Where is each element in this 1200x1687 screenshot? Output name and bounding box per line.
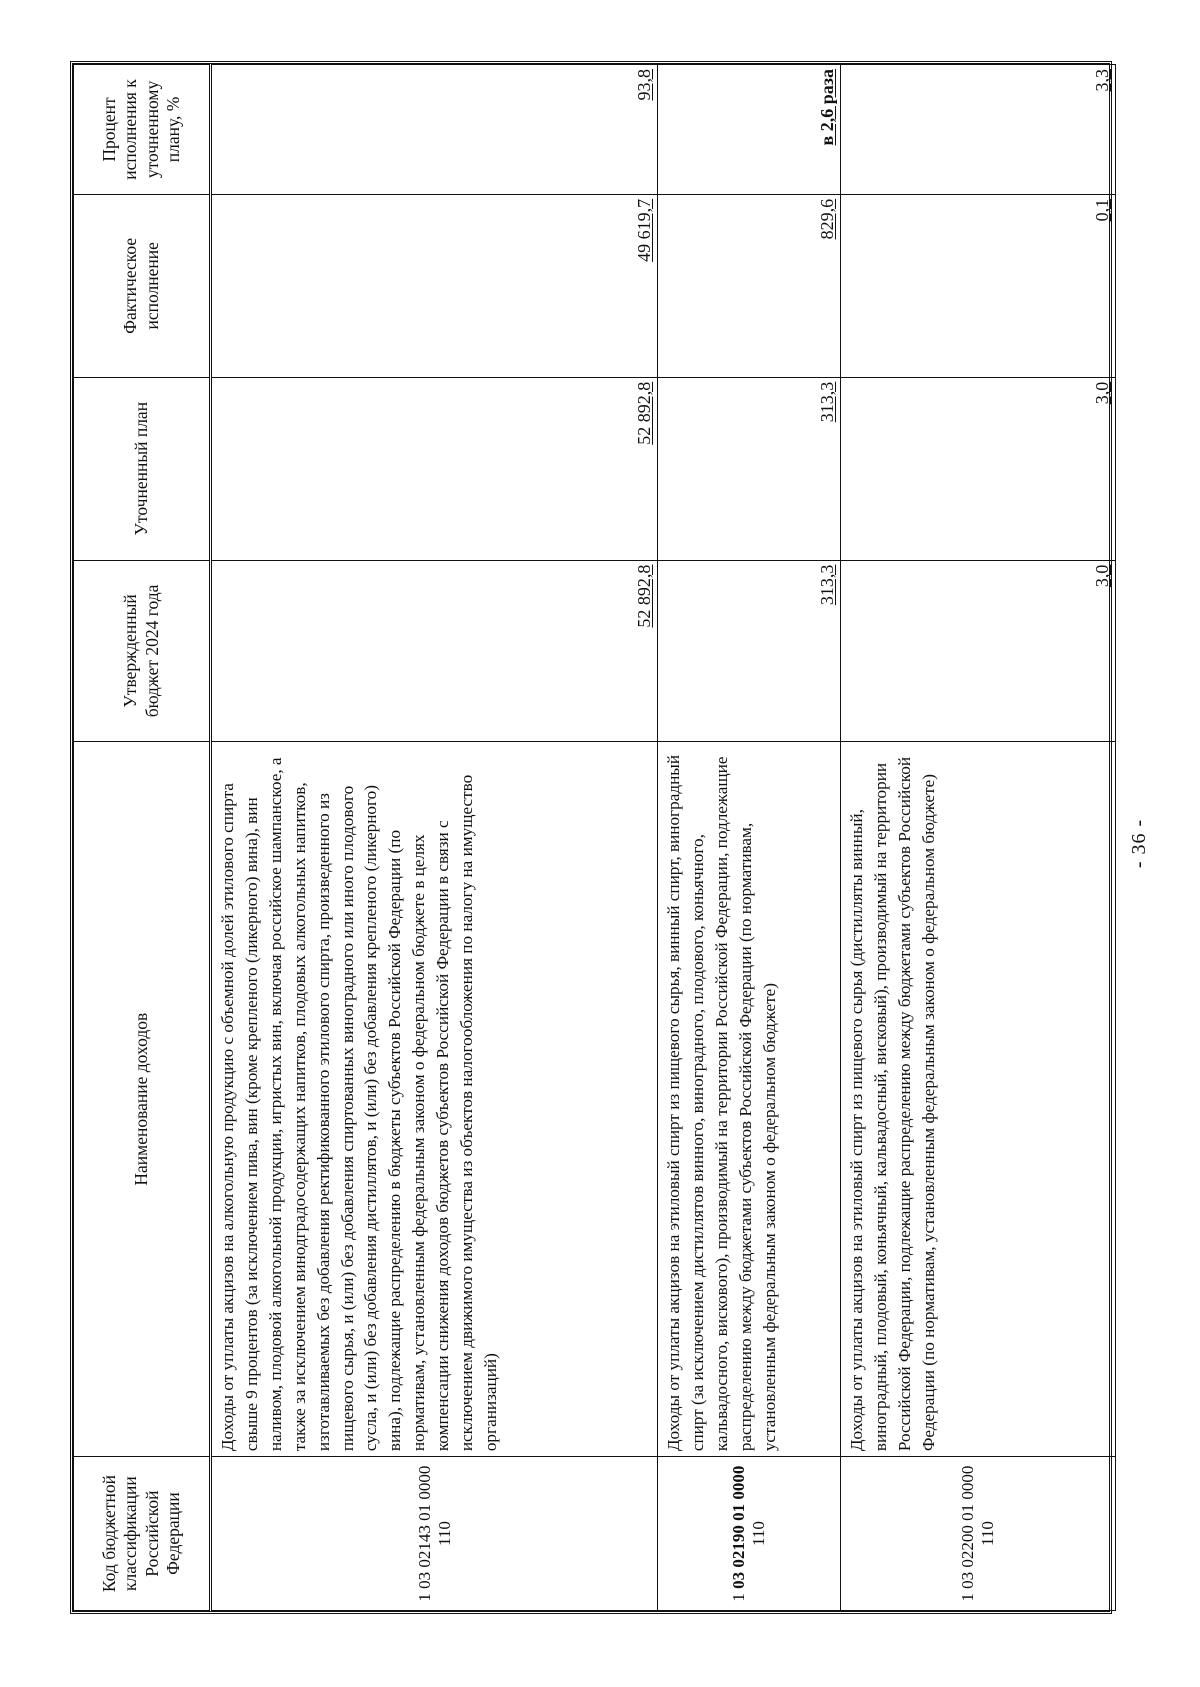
header-code: Код бюджетной классификации Российской Федерации: [74, 1457, 211, 1611]
revised-plan-value: 313,3: [817, 381, 837, 423]
actual-execution-value: 49 619,7: [634, 198, 654, 262]
execution-percent-cell: [211, 65, 658, 195]
actual-execution-cell: [658, 194, 841, 377]
revenue-name-cell: Доходы от уплаты акцизов на этиловый спирт из пищевого сырья, винный спирт, виноградный спирт (за исключением дистиллятов винного, виноградного, плодового, коньячного, кальвадосного, вискового), производимый на территории Российской Федерации, подлежащие распределению между бюджетами субъектов Российской Федерации (по нормативам, установленным федеральным законом о федеральном бюджете): [658, 742, 841, 1457]
header-execution-percent: Процент исполнения к уточненному плану, %: [74, 65, 211, 195]
page-number: - 36 -: [1128, 818, 1150, 869]
table-header-row: [74, 65, 211, 1611]
approved-budget-value: 3,0: [1092, 564, 1112, 588]
approved-budget-cell: [658, 560, 841, 742]
actual-execution-cell: [841, 194, 1116, 377]
header-revised-plan: Уточненный план: [74, 377, 211, 560]
revenue-table: [73, 64, 1116, 1611]
revised-plan-cell: [211, 377, 658, 560]
table-row: [841, 65, 1116, 1611]
budget-code-cell: [658, 1457, 841, 1611]
approved-budget-cell: [841, 560, 1116, 742]
actual-execution-cell: [211, 194, 658, 377]
revenue-name-cell: Доходы от уплаты акцизов на алкогольную продукцию с объемной долей этилового спирта свыше 9 процентов (за исключением пива, вин (кроме крепленого (ликерного) вина), вин наливом, плодовой алкогольной продукции, игристых вин, включая российское шампанское, а также за исключением винодградосодержащих напитков, плодовых алкогольных напитков, изготавливаемых без добавления ректификованного этилового спирта, произведенного из пищевого сырья, и (или) без добавления спиртованных виноградного или иного плодового сусла, и (или) без добавления дистиллятов, и (или) без добавления крепленого (ликерного) вина), подлежащие распределению в бюджеты субъектов Российской Федерации (по нормативам, установленным федеральным законом о федеральном бюджете в целях компенсации снижения доходов бюджетов субъектов Российской Федерации в связи с исключением движимого имущества из объектов налогообложения по налогу на имущество организаций): [211, 742, 658, 1457]
execution-percent-value: 3,3: [1092, 69, 1112, 92]
revenue-table-frame: [70, 61, 1112, 1614]
execution-percent-value: 93,8: [634, 69, 654, 101]
approved-budget-value: 313,3: [817, 564, 837, 606]
approved-budget-value: 52 892,8: [634, 564, 654, 628]
budget-code-cell: [841, 1457, 1116, 1611]
header-name: Наименование доходов: [74, 742, 211, 1457]
budget-code-core: 03 02190 01 0000: [729, 1465, 748, 1589]
budget-code-prefix: 1: [729, 1588, 748, 1602]
revised-plan-cell: [841, 377, 1116, 560]
table-row: [658, 65, 841, 1611]
actual-execution-value: 829,6: [817, 198, 837, 240]
budget-code: 1 03 02200 01 0000 110: [958, 1465, 997, 1602]
budget-code-suffix: 110: [749, 1521, 768, 1547]
revised-plan-value: 3,0: [1092, 381, 1112, 405]
approved-budget-cell: [211, 560, 658, 742]
revenue-name-cell: Доходы от уплаты акцизов на этиловый спирт из пищевого сырья (дистилляты винный, виноградный, плодовый, коньячный, кальвадосный, висковый), производимый на территории Российской Федерации, подлежащие распределению между бюджетами субъектов Российской Федерации (по нормативам, установленным федеральным законом о федеральном бюджете): [841, 742, 1116, 1457]
table-row: [211, 65, 658, 1611]
header-actual-execution: Фактическое исполнение: [74, 194, 211, 377]
budget-code: 1 03 02143 01 0000 110: [414, 1465, 454, 1602]
actual-execution-value: 0,1: [1092, 198, 1112, 222]
revised-plan-cell: [658, 377, 841, 560]
revised-plan-value: 52 892,8: [634, 381, 654, 445]
execution-percent-cell: [658, 65, 841, 195]
header-approved-budget: Утвержденный бюджет 2024 года: [74, 560, 211, 742]
execution-percent-value: в 2,6 раза: [817, 69, 837, 146]
execution-percent-cell: [841, 65, 1116, 195]
budget-code-cell: [211, 1457, 658, 1611]
